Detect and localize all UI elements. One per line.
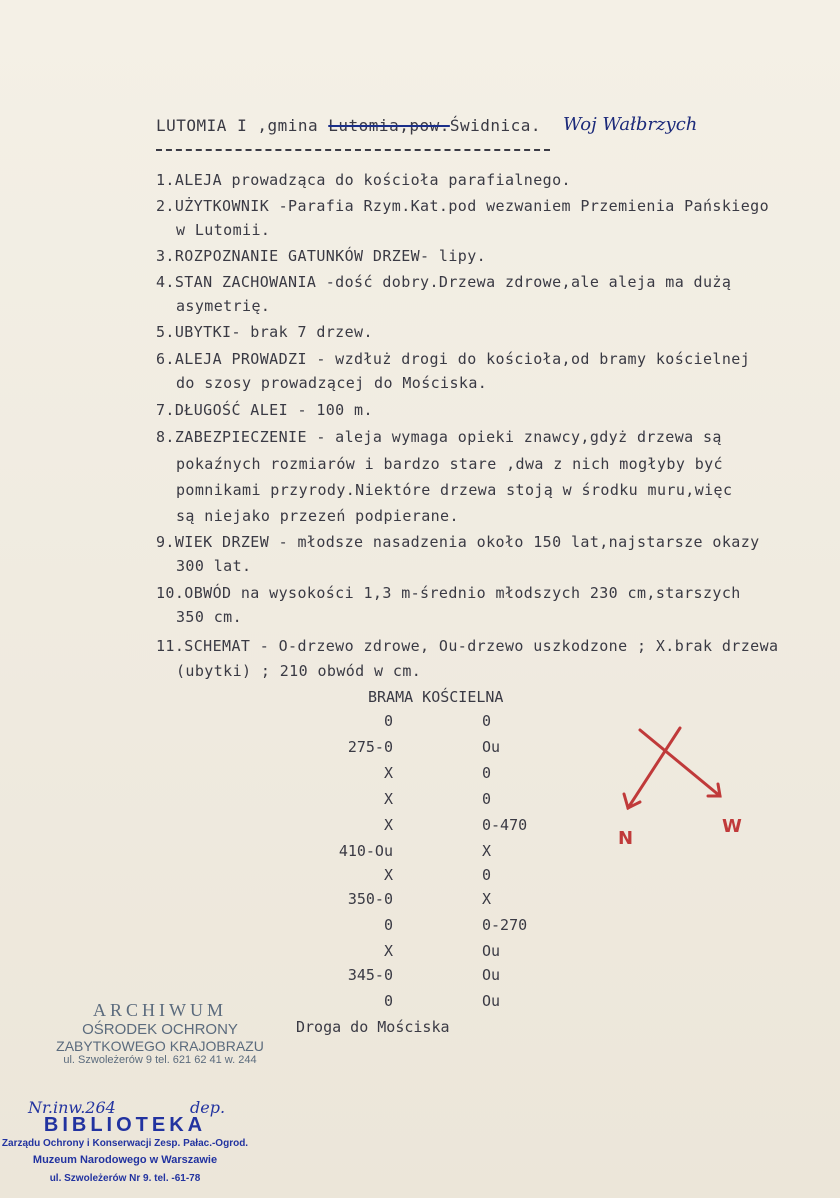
- schema-right-cell: X: [482, 890, 492, 908]
- list-item-continuation: asymetrię.: [176, 297, 271, 315]
- schema-right-cell: 0: [482, 764, 492, 782]
- list-item-continuation: są niejako przezeń podpierane.: [176, 507, 459, 525]
- list-item: 2.UŻYTKOWNIK -Parafia Rzym.Kat.pod wezwaniem Przemienia Pańskiego: [156, 197, 769, 215]
- schema-bottom-label: Droga do Mościska: [296, 1018, 450, 1036]
- compass-left-letter: N: [618, 828, 634, 849]
- list-item-continuation: (ubytki) ; 210 obwód w cm.: [176, 662, 422, 680]
- schema-right-cell: Ou: [482, 942, 501, 960]
- title-underline: [156, 149, 550, 151]
- schema-left-cell: 0: [383, 916, 393, 934]
- list-item: 1.ALEJA prowadząca do kościoła parafialnego.: [156, 171, 571, 189]
- library-stamp-line: Zarządu Ochrony i Konserwacji Zesp. Pałac.-Ogrod.: [1, 1138, 249, 1149]
- schema-left-cell: 350-0: [347, 890, 393, 908]
- schema-left-cell: 275-0: [347, 738, 393, 756]
- list-item-continuation: do szosy prowadzącej do Mościska.: [176, 374, 488, 392]
- schema-left-cell: X: [383, 866, 393, 884]
- archive-stamp: [40, 1000, 280, 1066]
- list-item: 8.ZABEZPIECZENIE - aleja wymaga opieki znawcy,gdyż drzewa są: [156, 428, 722, 446]
- schema-top-label: BRAMA KOŚCIELNA: [368, 688, 504, 706]
- archive-stamp-line: ZABYTKOWEGO KRAJOBRAZU: [56, 1038, 264, 1054]
- title-text-end: Świdnica.: [449, 116, 542, 135]
- schema-right-cell: 0: [482, 866, 492, 884]
- list-item: 10.OBWÓD na wysokości 1,3 m-średnio młodszych 230 cm,starszych: [156, 584, 741, 602]
- handwritten-note: Woj Wałbrzych: [563, 114, 698, 135]
- schema-left-cell: X: [383, 764, 393, 782]
- library-stamp-line: Muzeum Narodowego w Warszawie: [32, 1154, 218, 1166]
- deposit-note: dep.: [190, 1098, 226, 1117]
- library-stamp-address: ul. Szwoleżerów Nr 9. tel. -61-78: [49, 1173, 201, 1184]
- schema-right-cell: 0: [482, 712, 492, 730]
- list-item-continuation: 300 lat.: [176, 557, 252, 575]
- schema-right-cell: Ou: [482, 738, 501, 756]
- list-item: 7.DŁUGOŚĆ ALEI - 100 m.: [156, 401, 373, 419]
- schema-left-cell: 345-0: [347, 966, 393, 984]
- list-item-continuation: w Lutomii.: [176, 221, 271, 239]
- schema-right-cell: Ou: [482, 966, 501, 984]
- compass-right-letter: W: [722, 816, 742, 837]
- archive-stamp-address: ul. Szwoleżerów 9 tel. 621 62 41 w. 244: [63, 1054, 257, 1066]
- list-item-continuation: pomnikami przyrody.Niektóre drzewa stoją w środku muru,więc: [176, 481, 733, 499]
- title-struck-text: Lutomia,pow.: [328, 116, 450, 135]
- list-item: 3.ROZPOZNANIE GATUNKÓW DRZEW- lipy.: [156, 247, 487, 265]
- schema-left-cell: X: [383, 942, 393, 960]
- list-item-continuation: pokaźnych rozmiarów i bardzo stare ,dwa z nich mogłyby być: [176, 455, 723, 473]
- archive-stamp-line: OŚRODEK OCHRONY: [82, 1021, 238, 1038]
- list-item: 11.SCHEMAT - O-drzewo zdrowe, Ou-drzewo uszkodzone ; X.brak drzewa: [156, 637, 779, 655]
- schema-left-cell: 0: [383, 712, 393, 730]
- compass-arrows-drawing: [600, 720, 760, 850]
- list-item: 9.WIEK DRZEW - młodsze nasadzenia około 150 lat,najstarsze okazy: [156, 533, 760, 551]
- schema-right-cell: 0-470: [482, 816, 528, 834]
- title-text: LUTOMIA I ,gmina: [156, 116, 329, 135]
- archive-stamp-title: ARCHIWUM: [93, 1000, 227, 1020]
- document-title: [156, 116, 541, 135]
- schema-left-cell: X: [383, 790, 393, 808]
- list-item: 5.UBYTKI- brak 7 drzew.: [156, 323, 373, 341]
- schema-right-cell: X: [482, 842, 492, 860]
- schema-left-cell: X: [383, 816, 393, 834]
- inventory-number: Nr.inw.264: [28, 1098, 116, 1117]
- schema-right-cell: 0-270: [482, 916, 528, 934]
- schema-left-cell: 410-Ou: [338, 842, 393, 860]
- library-stamp-title: BIBLIOTEKA: [43, 1114, 207, 1136]
- list-item: 6.ALEJA PROWADZI - wzdłuż drogi do kościoła,od bramy kościelnej: [156, 350, 751, 368]
- list-item-continuation: 350 cm.: [176, 608, 243, 626]
- arrow-line: [640, 730, 720, 796]
- list-item: 4.STAN ZACHOWANIA -dość dobry.Drzewa zdrowe,ale aleja ma dużą: [156, 273, 732, 291]
- schema-right-cell: 0: [482, 790, 492, 808]
- schema-right-cell: Ou: [482, 992, 501, 1010]
- schema-left-cell: 0: [383, 992, 393, 1010]
